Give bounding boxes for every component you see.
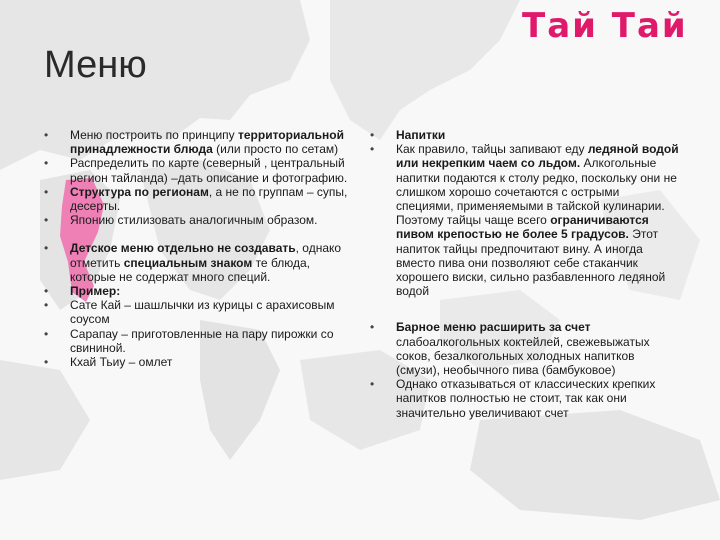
list-item (44, 327, 354, 355)
text-run: Японию стилизовать аналогичным образом. (70, 213, 318, 228)
text-run: Алкогольные напитки подаются к столу редко, поскольку они не слишком хорошо сочетаются с острыми специями, применяемыми в тайской кулинарии. Поэтому тайцы чаще всего (396, 156, 677, 228)
brand-logo: Тай Тай (522, 6, 688, 46)
text-run: Сате Кай – шашлычки из курицы с арахисовым соусом (70, 298, 335, 327)
text-run: (или просто по сетам) (212, 142, 339, 157)
list-item (44, 298, 354, 326)
list-item (370, 142, 680, 298)
list-item (44, 185, 354, 213)
bold-text: ограничиваются пивом крепостью не более 5 градусов. (396, 213, 649, 242)
list-item (44, 241, 354, 284)
bold-text: ледяной водой или некрепким чаем со льдом. (396, 142, 679, 171)
text-run: , а не по группам – супы, десерты. (70, 184, 348, 214)
text-run: Однако отказываться от классических крепких напитков полностью не стоит, так как они значительно увеличивают счет (396, 377, 656, 420)
bold-text: Детское меню отдельно не создавать (70, 241, 296, 256)
bold-text: Структура по регионам (70, 184, 209, 199)
text-run: Кхай Тьиу – омлет (70, 355, 173, 370)
list-item (370, 320, 680, 377)
left-bullet-list (44, 128, 354, 369)
list-item (370, 128, 680, 142)
text-run: Этот напиток тайцы предпочитают вину. А иногда вместо пива они позволяют себе стаканчик хорошего виски, сильно разбавленного ледяной водой (396, 227, 666, 299)
bold-text: Барное меню расширить за счет (396, 320, 591, 335)
bold-text: Пример: (70, 284, 121, 299)
list-item (44, 213, 354, 227)
right-column (370, 128, 680, 420)
bold-text: территориальной принадлежности блюда (70, 128, 344, 157)
text-run: слабоалкогольных коктейлей, свежевыжатых соков, безалкогольных холодных напитков (смузи), необычного пива (бамбуковое) (396, 334, 650, 378)
text-run: те блюда, которые не содержат много специй. (70, 255, 311, 284)
right-bullet-list (370, 128, 680, 420)
bold-text: Напитки (396, 128, 446, 142)
left-column (44, 128, 354, 369)
text-run: Как правило, тайцы запивают еду (396, 142, 588, 157)
text-run: Сарапау – приготовленные на пару пирожки со свининой. (70, 326, 334, 355)
list-item (370, 377, 680, 420)
list-item (44, 128, 354, 156)
list-item (44, 156, 354, 184)
text-run: Меню построить по принципу (70, 128, 238, 142)
bold-text: специальным знаком (123, 255, 253, 270)
list-item (44, 355, 354, 369)
text-run: , однако отметить (70, 241, 342, 270)
text-run: Распределить по карте (северный , центральный регион тайланда) –дать описание и фотографию. (70, 156, 348, 185)
page-title: Меню (44, 44, 147, 86)
list-item (44, 284, 354, 298)
